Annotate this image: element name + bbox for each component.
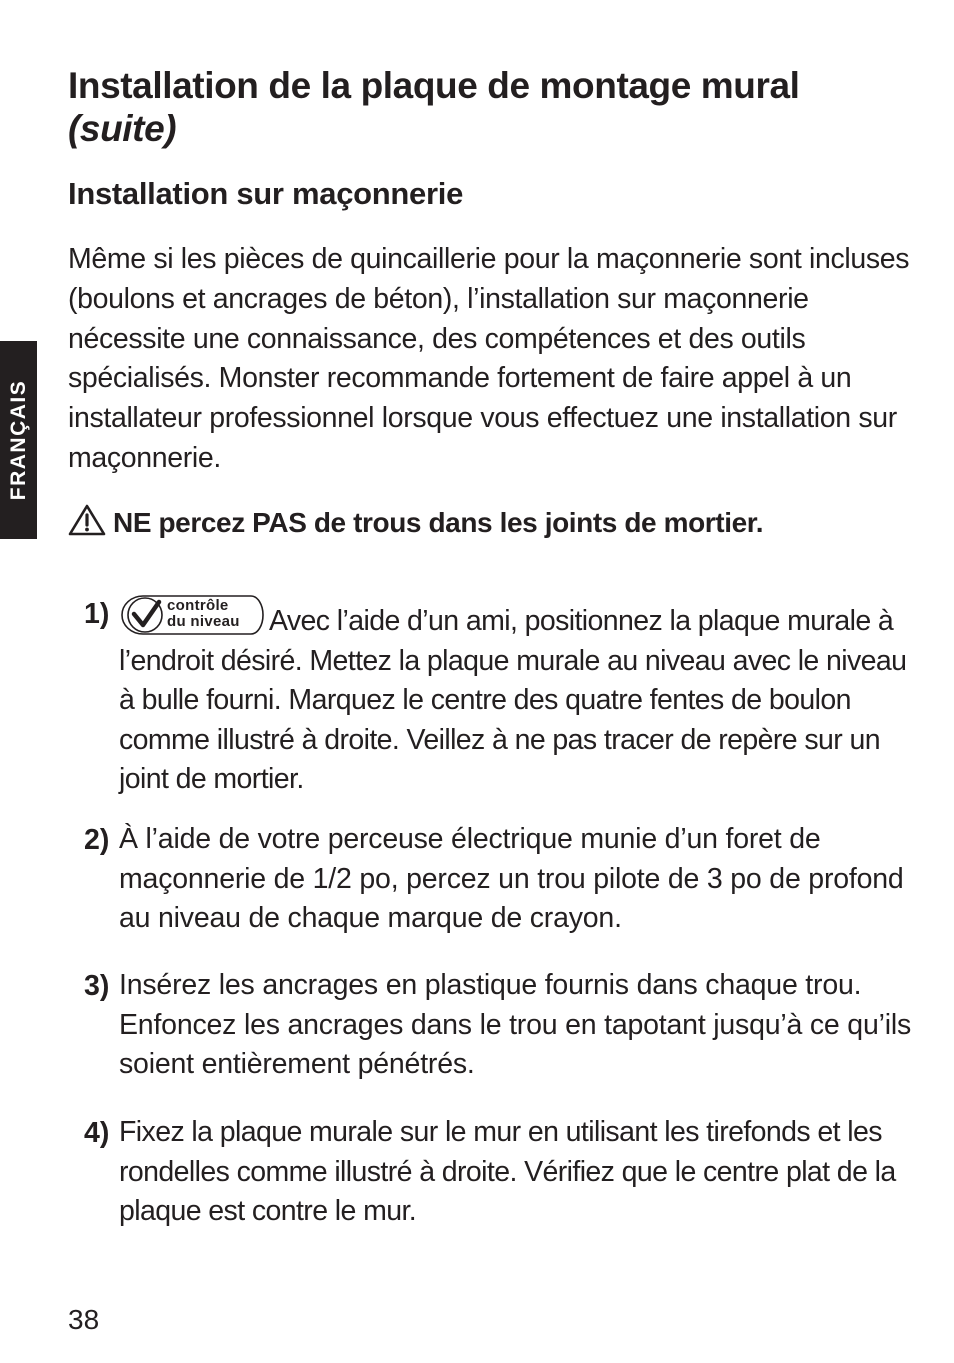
page-title-suffix: (suite) — [68, 108, 177, 149]
level-check-badge — [119, 594, 265, 636]
checkmark-icon — [134, 602, 159, 625]
language-tab-label: FRANÇAIS — [6, 379, 30, 501]
language-tab — [0, 341, 37, 539]
step-number: 2) — [84, 824, 110, 856]
step-number: 1) — [84, 598, 110, 630]
step-3 — [68, 966, 913, 1085]
step-4 — [68, 1113, 913, 1232]
step-3-text: Insérez les ancrages en plastique fournis dans chaque trou. Enfoncez les ancrages dans le trou en tapotant jusqu’à ce qu’ils soient entièrement pénétrés. — [119, 969, 912, 1081]
warning-triangle-icon — [68, 504, 106, 536]
step-text — [119, 594, 913, 800]
warning-note — [68, 502, 763, 544]
step-2-text: À l’aide de votre perceuse électrique munie d’un foret de maçonnerie de 1/2 po, percez un trou pilote de 3 po de profond au niveau de chaque marque de crayon. — [119, 823, 904, 935]
step-number: 3) — [84, 970, 110, 1002]
page-title-main: Installation de la plaque de montage mural — [68, 65, 800, 106]
warning-text: NE percez PAS de trous dans les joints de mortier. — [113, 507, 764, 538]
section-subtitle: Installation sur maçonnerie — [68, 176, 464, 211]
page-number: 38 — [68, 1304, 100, 1335]
step-2 — [68, 820, 913, 939]
step-1-text: Avec l’aide d’un ami, positionnez la plaque murale à l’endroit désiré. Mettez la plaque murale au niveau avec le niveau à bulle fourni. Marquez le centre des quatre fentes de boulon comme illustré à droite. Veillez à ne pas tracer de repère sur un joint de mortier. — [119, 605, 907, 796]
step-1 — [68, 594, 913, 800]
page-title — [68, 64, 908, 150]
step-number: 4) — [84, 1117, 110, 1149]
level-check-label: contrôle du niveau — [167, 597, 240, 630]
intro-paragraph: Même si les pièces de quincaillerie pour la maçonnerie sont incluses (boulons et ancrages de béton), l’installation sur maçonnerie nécessite une connaissance, des compétences et des outils spécialisés. Monster recommande fortement de faire appel à un installateur professionnel lorsque vous effectuez une installation sur maçonnerie. — [68, 243, 910, 474]
step-4-text: Fixez la plaque murale sur le mur en utilisant les tirefonds et les rondelles comme illustré à droite. Vérifiez que le centre plat de la plaque est contre le mur. — [119, 1116, 896, 1228]
